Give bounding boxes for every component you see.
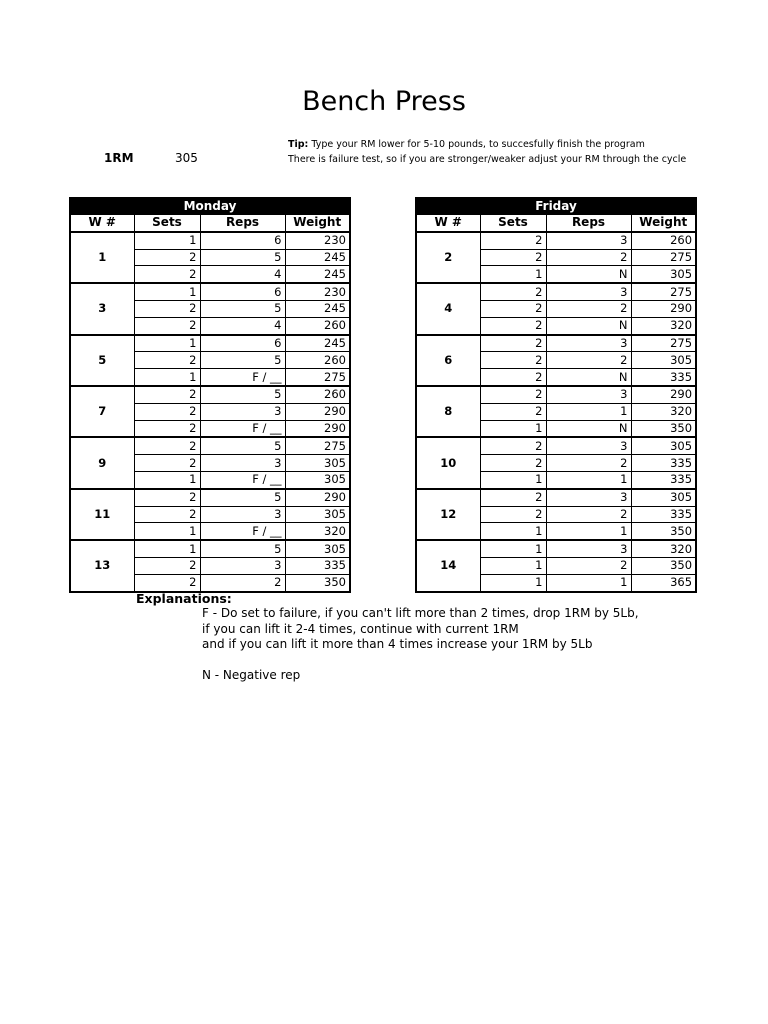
reps-cell[interactable]: 3 [546,335,631,352]
weight-cell[interactable]: 305 [285,455,350,472]
sets-cell[interactable]: 1 [480,557,546,574]
reps-cell[interactable]: 2 [546,455,631,472]
reps-cell[interactable]: N [546,420,631,437]
sets-cell[interactable]: 2 [480,300,546,317]
reps-cell[interactable]: 3 [546,437,631,454]
weight-cell[interactable]: 230 [285,283,350,300]
column-header-weight: Weight [285,215,350,232]
weight-cell[interactable]: 260 [285,352,350,369]
reps-cell[interactable]: F / __ [200,420,285,437]
reps-cell[interactable]: 5 [200,437,285,454]
table-row [416,437,696,454]
weight-cell[interactable]: 275 [285,369,350,386]
explanation-f-line-2: if you can lift it 2-4 times, continue with current 1RM [202,621,519,636]
week-number: 4 [416,283,480,334]
rm-label: 1RM [104,151,134,165]
sets-cell[interactable]: 2 [134,489,200,506]
column-header-week: W # [416,215,480,232]
weight-cell[interactable]: 320 [631,317,696,334]
reps-cell[interactable]: 2 [546,249,631,266]
weight-cell[interactable]: 275 [631,283,696,300]
sets-cell[interactable]: 2 [134,506,200,523]
reps-cell[interactable]: 1 [546,523,631,540]
weight-cell[interactable]: 320 [631,403,696,420]
sets-cell[interactable]: 2 [480,455,546,472]
weight-cell[interactable]: 275 [631,335,696,352]
weight-cell[interactable]: 335 [285,557,350,574]
week-number: 8 [416,386,480,437]
reps-cell[interactable]: 3 [546,489,631,506]
sets-cell[interactable]: 1 [480,574,546,591]
weight-cell[interactable]: 305 [285,506,350,523]
sets-cell[interactable]: 1 [480,523,546,540]
sets-cell[interactable]: 2 [134,420,200,437]
reps-cell[interactable]: 3 [546,386,631,403]
column-header-weight: Weight [631,215,696,232]
weight-cell[interactable]: 305 [631,352,696,369]
table-row [416,540,696,557]
weight-cell[interactable]: 335 [631,506,696,523]
sets-cell[interactable]: 2 [134,574,200,591]
reps-cell[interactable]: F / __ [200,369,285,386]
sets-cell[interactable]: 1 [480,540,546,557]
sets-cell[interactable]: 2 [134,317,200,334]
weight-cell[interactable]: 290 [631,300,696,317]
sets-cell[interactable]: 2 [480,317,546,334]
sets-cell[interactable]: 2 [134,403,200,420]
sets-cell[interactable]: 1 [134,283,200,300]
reps-cell[interactable]: 3 [200,403,285,420]
reps-cell[interactable]: N [546,369,631,386]
reps-cell[interactable]: 3 [546,283,631,300]
sets-cell[interactable]: 2 [480,232,546,249]
tip-block [288,137,686,167]
week-number: 3 [70,283,134,334]
column-header-sets: Sets [480,215,546,232]
sets-cell[interactable]: 2 [134,437,200,454]
table-row [416,232,696,249]
week-number: 7 [70,386,134,437]
friday-table [415,197,697,593]
sets-cell[interactable]: 2 [134,386,200,403]
weight-cell[interactable]: 275 [285,437,350,454]
weight-cell[interactable]: 275 [631,249,696,266]
table-row [416,386,696,403]
reps-cell[interactable]: 5 [200,489,285,506]
weight-cell[interactable]: 320 [631,540,696,557]
tip-line-1: Type your RM lower for 5-10 pounds, to succesfully finish the program [311,139,645,150]
week-number: 12 [416,489,480,540]
weight-cell[interactable]: 290 [285,420,350,437]
weight-cell[interactable]: 260 [285,317,350,334]
week-number: 11 [70,489,134,540]
friday-header: Friday [416,198,696,215]
weight-cell[interactable]: 335 [631,369,696,386]
table-row [70,437,350,454]
reps-cell[interactable]: 3 [200,557,285,574]
sets-cell[interactable]: 2 [480,403,546,420]
reps-cell[interactable]: 3 [200,455,285,472]
sets-cell[interactable]: 2 [134,352,200,369]
sets-cell[interactable]: 1 [134,523,200,540]
sets-cell[interactable]: 1 [134,335,200,352]
monday-header: Monday [70,198,350,215]
reps-cell[interactable]: 4 [200,317,285,334]
weight-cell[interactable]: 335 [631,455,696,472]
sets-cell[interactable]: 2 [134,266,200,283]
weight-cell[interactable]: 230 [285,232,350,249]
week-number: 10 [416,437,480,488]
sets-cell[interactable]: 2 [480,386,546,403]
week-number: 2 [416,232,480,283]
reps-cell[interactable]: N [546,317,631,334]
reps-cell[interactable]: 1 [546,403,631,420]
reps-cell[interactable]: 2 [546,352,631,369]
sets-cell[interactable]: 1 [480,420,546,437]
reps-cell[interactable]: 2 [200,574,285,591]
sets-cell[interactable]: 1 [134,471,200,488]
explanation-n-line: N - Negative rep [202,668,301,682]
column-header-reps: Reps [546,215,631,232]
sets-cell[interactable]: 2 [134,455,200,472]
reps-cell[interactable]: F / __ [200,523,285,540]
reps-cell[interactable]: N [546,266,631,283]
sets-cell[interactable]: 2 [134,249,200,266]
week-number: 9 [70,437,134,488]
week-number: 6 [416,335,480,386]
sets-cell[interactable]: 1 [134,540,200,557]
reps-cell[interactable]: 5 [200,352,285,369]
weight-cell[interactable]: 245 [285,300,350,317]
reps-cell[interactable]: 5 [200,300,285,317]
sets-cell[interactable]: 2 [480,369,546,386]
sets-cell[interactable]: 2 [134,557,200,574]
tip-line-2: There is failure test, so if you are stronger/weaker adjust your RM through the cycle [288,154,687,165]
weight-cell[interactable]: 245 [285,249,350,266]
reps-cell[interactable]: 3 [546,540,631,557]
sets-cell[interactable]: 2 [480,335,546,352]
weight-cell[interactable]: 320 [285,523,350,540]
table-row [416,283,696,300]
reps-cell[interactable]: 3 [546,232,631,249]
reps-cell[interactable]: 6 [200,335,285,352]
weight-cell[interactable]: 290 [631,386,696,403]
reps-cell[interactable]: 1 [546,471,631,488]
weight-cell[interactable]: 305 [631,489,696,506]
reps-cell[interactable]: 6 [200,283,285,300]
weight-cell[interactable]: 305 [631,266,696,283]
weight-cell[interactable]: 245 [285,335,350,352]
column-header-sets: Sets [134,215,200,232]
sets-cell[interactable]: 1 [134,232,200,249]
page-title: Bench Press [302,86,466,117]
weight-cell[interactable]: 245 [285,266,350,283]
sets-cell[interactable]: 2 [480,489,546,506]
week-number: 14 [416,540,480,591]
weight-cell[interactable]: 305 [285,471,350,488]
sets-cell[interactable]: 2 [134,300,200,317]
explanations-heading: Explanations: [136,591,232,606]
sets-cell[interactable]: 1 [480,471,546,488]
sets-cell[interactable]: 2 [480,506,546,523]
weight-cell[interactable]: 305 [631,437,696,454]
table-row [70,540,350,557]
table-row [70,335,350,352]
weight-cell[interactable]: 305 [285,540,350,557]
reps-cell[interactable]: 6 [200,232,285,249]
table-row [70,489,350,506]
reps-cell[interactable]: 2 [546,506,631,523]
explanations-text [202,606,639,653]
explanation-f-line-1: F - Do set to failure, if you can't lift more than 2 times, drop 1RM by 5Lb, [202,606,639,620]
table-row [416,489,696,506]
column-header-reps: Reps [200,215,285,232]
weight-cell[interactable]: 290 [285,489,350,506]
tip-label: Tip: [288,139,309,150]
sets-cell[interactable]: 1 [134,369,200,386]
week-number: 1 [70,232,134,283]
sets-cell[interactable]: 2 [480,283,546,300]
weight-cell[interactable]: 350 [631,557,696,574]
rm-value[interactable]: 305 [175,151,198,165]
week-number: 13 [70,540,134,591]
table-row [70,232,350,249]
weight-cell[interactable]: 290 [285,403,350,420]
reps-cell[interactable]: 5 [200,249,285,266]
reps-cell[interactable]: 5 [200,386,285,403]
weight-cell[interactable]: 350 [631,420,696,437]
table-row [70,283,350,300]
reps-cell[interactable]: 5 [200,540,285,557]
sets-cell[interactable]: 2 [480,249,546,266]
monday-table [69,197,351,593]
weight-cell[interactable]: 335 [631,471,696,488]
reps-cell[interactable]: F / __ [200,471,285,488]
column-header-week: W # [70,215,134,232]
reps-cell[interactable]: 3 [200,506,285,523]
weight-cell[interactable]: 260 [285,386,350,403]
reps-cell[interactable]: 1 [546,574,631,591]
reps-cell[interactable]: 4 [200,266,285,283]
sets-cell[interactable]: 2 [480,437,546,454]
explanation-f-line-3: and if you can lift it more than 4 times increase your 1RM by 5Lb [202,637,593,651]
week-number: 5 [70,335,134,386]
table-row [416,335,696,352]
weight-cell[interactable]: 365 [631,574,696,591]
sets-cell[interactable]: 2 [480,352,546,369]
weight-cell[interactable]: 350 [631,523,696,540]
sets-cell[interactable]: 1 [480,266,546,283]
reps-cell[interactable]: 2 [546,557,631,574]
weight-cell[interactable]: 260 [631,232,696,249]
reps-cell[interactable]: 2 [546,300,631,317]
table-row [70,386,350,403]
weight-cell[interactable]: 350 [285,574,350,591]
